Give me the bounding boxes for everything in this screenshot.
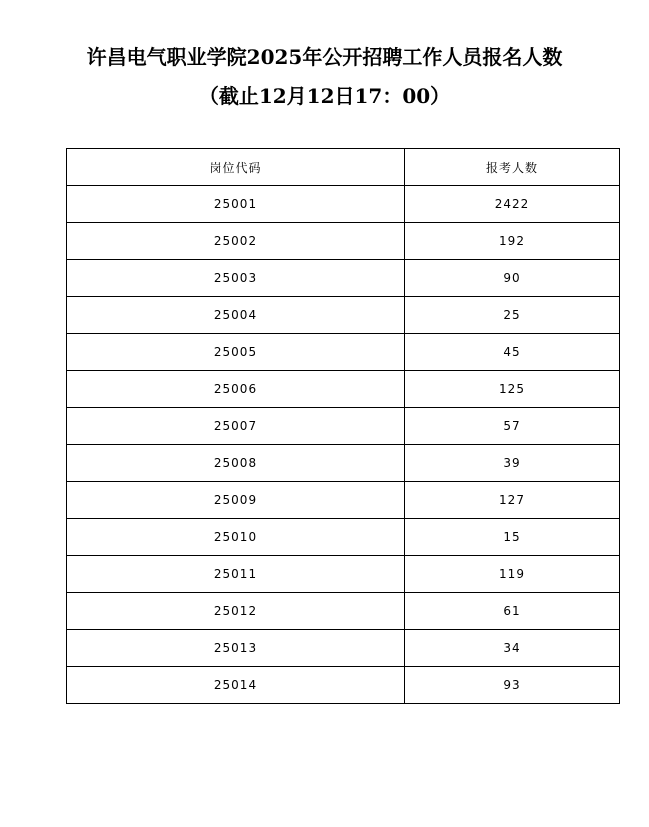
- table-row: [67, 630, 620, 667]
- table-row: [67, 297, 620, 334]
- position-code-cell: 25004: [67, 297, 405, 334]
- applicant-count-cell: 15: [405, 519, 620, 556]
- column-header-position-code: 岗位代码: [67, 149, 405, 186]
- applicant-count-cell: 90: [405, 260, 620, 297]
- table-header-row: [67, 149, 620, 186]
- position-code-cell: 25008: [67, 445, 405, 482]
- applicant-count-cell: 125: [405, 371, 620, 408]
- applicant-count-cell: 39: [405, 445, 620, 482]
- table-row: [67, 260, 620, 297]
- applicant-count-cell: 2422: [405, 186, 620, 223]
- position-code-cell: 25009: [67, 482, 405, 519]
- table-row: [67, 371, 620, 408]
- table-row: [67, 556, 620, 593]
- applicant-count-cell: 34: [405, 630, 620, 667]
- position-code-cell: 25001: [67, 186, 405, 223]
- table-row: [67, 667, 620, 704]
- applicant-count-table: [66, 148, 620, 704]
- position-code-cell: 25005: [67, 334, 405, 371]
- table-row: [67, 519, 620, 556]
- table-row: [67, 593, 620, 630]
- position-code-cell: 25011: [67, 556, 405, 593]
- applicant-count-cell: 25: [405, 297, 620, 334]
- applicant-count-cell: 127: [405, 482, 620, 519]
- applicant-count-cell: 45: [405, 334, 620, 371]
- page-title: 许昌电气职业学院2025年公开招聘工作人员报名人数: [86, 45, 563, 69]
- position-code-cell: 25014: [67, 667, 405, 704]
- table-row: [67, 334, 620, 371]
- table-row: [67, 186, 620, 223]
- position-code-cell: 25012: [67, 593, 405, 630]
- table-row: [67, 445, 620, 482]
- table-row: [67, 408, 620, 445]
- position-code-cell: 25002: [67, 223, 405, 260]
- position-code-cell: 25013: [67, 630, 405, 667]
- applicant-count-cell: 93: [405, 667, 620, 704]
- applicant-count-cell: 119: [405, 556, 620, 593]
- applicant-count-cell: 61: [405, 593, 620, 630]
- position-code-cell: 25010: [67, 519, 405, 556]
- table-row: [67, 482, 620, 519]
- column-header-applicant-count: 报考人数: [405, 149, 620, 186]
- table-row: [67, 223, 620, 260]
- position-code-cell: 25003: [67, 260, 405, 297]
- applicant-count-cell: 57: [405, 408, 620, 445]
- position-code-cell: 25006: [67, 371, 405, 408]
- page-subtitle: （截止12月12日17：00）: [198, 84, 451, 108]
- applicant-count-cell: 192: [405, 223, 620, 260]
- position-code-cell: 25007: [67, 408, 405, 445]
